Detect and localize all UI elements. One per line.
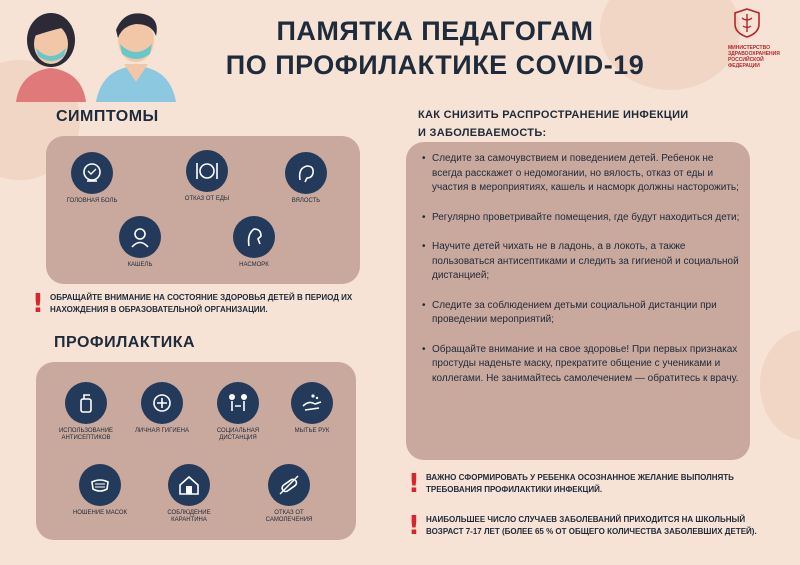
- title-line-2: ПО ПРОФИЛАКТИКЕ COVID-19: [225, 50, 645, 80]
- title-line-1: ПАМЯТКА ПЕДАГОГАМ: [276, 16, 594, 46]
- cough-icon: [119, 216, 161, 258]
- antiseptic-icon: [65, 382, 107, 424]
- symptom-label: ГОЛОВНАЯ БОЛЬ: [66, 198, 118, 204]
- page-title: [205, 14, 665, 82]
- prevention-label: ОТКАЗ ОТ САМОЛЕЧЕНИЯ: [265, 510, 313, 523]
- tip-item: • Обращайте внимание и на свое здоровье! При первых признаках простуды наденьте маску, прекратите общение с учениками и коллегами. Не занимайтесь самолечением — обратитесь к врачу.: [422, 343, 744, 387]
- prevention-heading: ПРОФИЛАКТИКА: [54, 334, 196, 351]
- symptom-cough: [110, 216, 170, 269]
- ministry-logo: [728, 8, 792, 69]
- how-title-line-2: И ЗАБОЛЕВАЕМОСТЬ:: [418, 127, 547, 139]
- tip-item: • Следите за самочувствием и поведением детей. Ребенок не всегда расскажет о недомогании, но вялость, отказ от еды и участия в мероприятиях, кашель и насморк должны насторожить;: [422, 152, 744, 196]
- symptom-refusal-food: [172, 150, 242, 203]
- attention-warning: [32, 289, 392, 319]
- people-in-masks-illustration: [6, 2, 196, 102]
- background-virus-blob: [760, 330, 800, 440]
- symptom-lethargy: [276, 152, 336, 205]
- prevention-mask: [70, 464, 130, 517]
- symptom-label: КАШЕЛЬ: [127, 262, 153, 268]
- quarantine-icon: [168, 464, 210, 506]
- prevention-label: СОБЛЮДЕНИЕ КАРАНТИНА: [167, 510, 211, 523]
- mask-icon: [79, 464, 121, 506]
- no-self-medication-icon: [268, 464, 310, 506]
- headache-icon: [71, 152, 113, 194]
- symptom-headache: [62, 152, 122, 205]
- prevention-label: СОЦИАЛЬНАЯ ДИСТАНЦИЯ: [216, 428, 260, 441]
- prevention-distance: [206, 382, 270, 442]
- how-to-reduce-title: [418, 106, 689, 142]
- tip-item: • Регулярно проветривайте помещения, где будут находиться дети;: [422, 211, 744, 226]
- how-title-line-1: КАК СНИЗИТЬ РАСПРОСТРАНЕНИЕ ИНФЕКЦИИ: [418, 109, 689, 121]
- prevention-antiseptic: [52, 382, 120, 442]
- prevention-label: МЫТЬЕ РУК: [294, 428, 330, 434]
- symptom-label: ВЯЛОСТЬ: [291, 198, 321, 204]
- symptom-label: НАСМОРК: [239, 262, 269, 268]
- handwash-icon: [291, 382, 333, 424]
- symptom-label: ОТКАЗ ОТ ЕДЫ: [184, 196, 230, 202]
- note-text: ВАЖНО СФОРМИРОВАТЬ У РЕБЕНКА ОСОЗНАННОЕ ЖЕЛАНИЕ ВЫПОЛНЯТЬ ТРЕБОВАНИЯ ПРОФИЛАКТИКИ ИНФЕКЦИЙ.: [426, 473, 734, 494]
- tips-list: [422, 152, 744, 401]
- hygiene-icon: [141, 382, 183, 424]
- prevention-hygiene: [132, 382, 192, 435]
- prevention-label: НОШЕНИЕ МАСОК: [72, 510, 128, 516]
- prevention-label: ИСПОЛЬЗОВАНИЕ АНТИСЕПТИКОВ: [58, 428, 114, 441]
- distance-icon: [217, 382, 259, 424]
- runny-nose-icon: [233, 216, 275, 258]
- prevention-handwash: [282, 382, 342, 435]
- symptom-runny-nose: [224, 216, 284, 269]
- ministry-line-1: МИНИСТЕРСТВО: [728, 45, 770, 51]
- ministry-emblem-icon: [734, 8, 760, 38]
- prevention-label: ЛИЧНАЯ ГИГИЕНА: [134, 428, 190, 434]
- exclamation-icon: !: [408, 511, 420, 541]
- attention-text: ОБРАЩАЙТЕ ВНИМАНИЕ НА СОСТОЯНИЕ ЗДОРОВЬЯ ДЕТЕЙ В ПЕРИОД ИХ НАХОЖДЕНИЯ В ОБРАЗОВАТЕЛЬНОЙ ОРГАНИЗАЦИИ.: [50, 293, 353, 314]
- tip-item: • Следите за соблюдением детьми социальной дистанции при проведении мероприятий;: [422, 299, 744, 328]
- note-conscious-desire: [408, 469, 758, 499]
- prevention-quarantine: [154, 464, 224, 524]
- exclamation-icon: !: [32, 289, 44, 319]
- ministry-line-2: ЗДРАВООХРАНЕНИЯ: [728, 51, 780, 57]
- ministry-line-3: РОССИЙСКОЙ ФЕДЕРАЦИИ: [728, 57, 764, 69]
- tip-item: • Научите детей чихать не в ладонь, а в локоть, а также пользоваться антисептиками и следить за гигиеной и социальной дистанцией;: [422, 240, 744, 284]
- exclamation-icon: !: [408, 469, 420, 499]
- prevention-no-self-medication: [254, 464, 324, 524]
- refusal-food-icon: [186, 150, 228, 192]
- note-text: НАИБОЛЬШЕЕ ЧИСЛО СЛУЧАЕВ ЗАБОЛЕВАНИЙ ПРИХОДИТСЯ НА ШКОЛЬНЫЙ ВОЗРАСТ 7-17 ЛЕТ (БОЛЕЕ 65 % ОТ ОБЩЕГО КОЛИЧЕСТВА ЗАБОЛЕВШИХ ДЕТЕЙ).: [426, 515, 757, 536]
- lethargy-icon: [285, 152, 327, 194]
- symptoms-heading: СИМПТОМЫ: [56, 108, 159, 125]
- note-school-age: [408, 511, 758, 541]
